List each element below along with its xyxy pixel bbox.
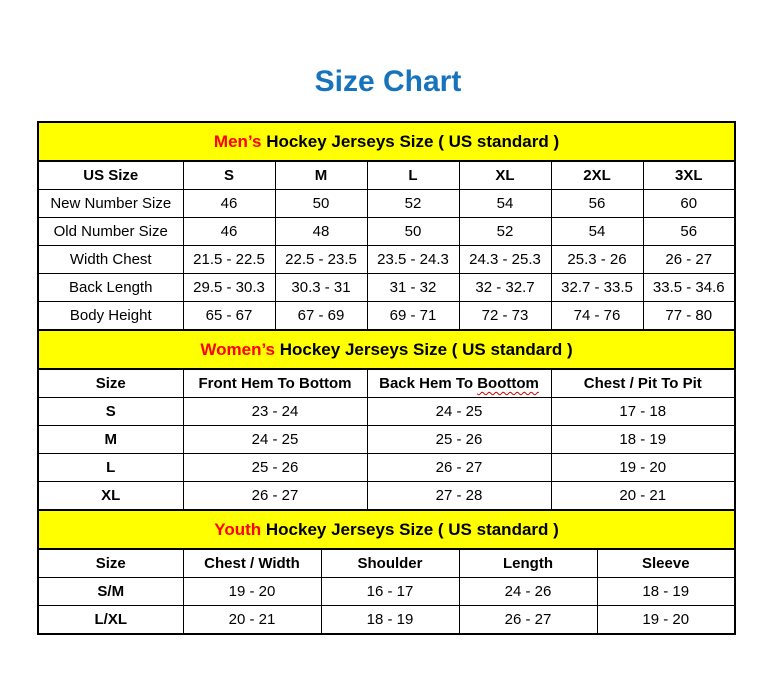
size-chart-body bbox=[38, 122, 735, 634]
value-cell: 27 - 28 bbox=[367, 482, 551, 511]
value-cell: 19 - 20 bbox=[597, 606, 735, 635]
value-cell: 46 bbox=[183, 190, 275, 218]
section-title-highlight: Men’s bbox=[213, 131, 262, 151]
value-cell: 17 - 18 bbox=[551, 398, 735, 426]
value-cell: 74 - 76 bbox=[551, 302, 643, 331]
row-label: L/XL bbox=[38, 606, 183, 635]
table-row bbox=[38, 274, 735, 302]
section-title-mens bbox=[38, 122, 735, 161]
value-cell: 56 bbox=[551, 190, 643, 218]
value-cell: 50 bbox=[367, 218, 459, 246]
table-row bbox=[38, 454, 735, 482]
value-cell: 77 - 80 bbox=[643, 302, 735, 331]
row-label: Width Chest bbox=[38, 246, 183, 274]
table-row bbox=[38, 578, 735, 606]
value-cell: 23.5 - 24.3 bbox=[367, 246, 459, 274]
column-header: Chest / Width bbox=[183, 549, 321, 578]
table-row bbox=[38, 398, 735, 426]
value-cell: 24 - 25 bbox=[367, 398, 551, 426]
value-cell: 26 - 27 bbox=[367, 454, 551, 482]
section-title-rest: Hockey Jerseys Size ( US standard ) bbox=[261, 131, 560, 151]
column-header-row bbox=[38, 369, 735, 398]
column-header: 2XL bbox=[551, 161, 643, 190]
value-cell: 19 - 20 bbox=[183, 578, 321, 606]
section-header-row bbox=[38, 122, 735, 161]
value-cell: 24.3 - 25.3 bbox=[459, 246, 551, 274]
column-header: Shoulder bbox=[321, 549, 459, 578]
column-header: Size bbox=[38, 549, 183, 578]
section-header-row bbox=[38, 330, 735, 369]
row-label: XL bbox=[38, 482, 183, 511]
table-row bbox=[38, 246, 735, 274]
column-header: Size bbox=[38, 369, 183, 398]
value-cell: 18 - 19 bbox=[321, 606, 459, 635]
value-cell: 16 - 17 bbox=[321, 578, 459, 606]
row-label: New Number Size bbox=[38, 190, 183, 218]
row-label: M bbox=[38, 426, 183, 454]
value-cell: 20 - 21 bbox=[551, 482, 735, 511]
value-cell: 26 - 27 bbox=[459, 606, 597, 635]
column-header-row bbox=[38, 161, 735, 190]
table-row bbox=[38, 606, 735, 635]
section-title-rest: Hockey Jerseys Size ( US standard ) bbox=[261, 519, 559, 539]
section-title-highlight: Youth bbox=[214, 519, 262, 539]
value-cell: 72 - 73 bbox=[459, 302, 551, 331]
value-cell: 21.5 - 22.5 bbox=[183, 246, 275, 274]
value-cell: 20 - 21 bbox=[183, 606, 321, 635]
row-label: L bbox=[38, 454, 183, 482]
value-cell: 67 - 69 bbox=[275, 302, 367, 331]
value-cell: 69 - 71 bbox=[367, 302, 459, 331]
column-header: L bbox=[367, 161, 459, 190]
value-cell: 24 - 25 bbox=[183, 426, 367, 454]
value-cell: 33.5 - 34.6 bbox=[643, 274, 735, 302]
section-title-womens bbox=[38, 330, 735, 369]
section-header-row bbox=[38, 510, 735, 549]
column-header: Front Hem To Bottom bbox=[183, 369, 367, 398]
row-label: Old Number Size bbox=[38, 218, 183, 246]
value-cell: 32.7 - 33.5 bbox=[551, 274, 643, 302]
value-cell: 25 - 26 bbox=[183, 454, 367, 482]
row-label: S/M bbox=[38, 578, 183, 606]
value-cell: 26 - 27 bbox=[183, 482, 367, 511]
section-title-highlight: Women’s bbox=[200, 339, 276, 359]
value-cell: 52 bbox=[459, 218, 551, 246]
value-cell: 29.5 - 30.3 bbox=[183, 274, 275, 302]
column-header bbox=[367, 369, 551, 398]
value-cell: 25 - 26 bbox=[367, 426, 551, 454]
page-title: Size Chart bbox=[314, 65, 462, 98]
value-cell: 22.5 - 23.5 bbox=[275, 246, 367, 274]
column-header: M bbox=[275, 161, 367, 190]
value-cell: 54 bbox=[551, 218, 643, 246]
row-label: Body Height bbox=[38, 302, 183, 331]
value-cell: 25.3 - 26 bbox=[551, 246, 643, 274]
column-header: Chest / Pit To Pit bbox=[551, 369, 735, 398]
misspelled-word: Boottom bbox=[477, 375, 539, 392]
value-cell: 50 bbox=[275, 190, 367, 218]
value-cell: 48 bbox=[275, 218, 367, 246]
column-header: Length bbox=[459, 549, 597, 578]
value-cell: 18 - 19 bbox=[551, 426, 735, 454]
value-cell: 31 - 32 bbox=[367, 274, 459, 302]
value-cell: 24 - 26 bbox=[459, 578, 597, 606]
value-cell: 26 - 27 bbox=[643, 246, 735, 274]
column-header: Sleeve bbox=[597, 549, 735, 578]
table-row bbox=[38, 482, 735, 511]
row-label: S bbox=[38, 398, 183, 426]
value-cell: 23 - 24 bbox=[183, 398, 367, 426]
value-cell: 52 bbox=[367, 190, 459, 218]
value-cell: 18 - 19 bbox=[597, 578, 735, 606]
value-cell: 60 bbox=[643, 190, 735, 218]
column-header: US Size bbox=[38, 161, 183, 190]
section-title-rest: Hockey Jerseys Size ( US standard ) bbox=[275, 339, 573, 359]
value-cell: 46 bbox=[183, 218, 275, 246]
column-header: XL bbox=[459, 161, 551, 190]
value-cell: 32 - 32.7 bbox=[459, 274, 551, 302]
section-title-youth bbox=[38, 510, 735, 549]
value-cell: 54 bbox=[459, 190, 551, 218]
value-cell: 65 - 67 bbox=[183, 302, 275, 331]
value-cell: 30.3 - 31 bbox=[275, 274, 367, 302]
column-header-row bbox=[38, 549, 735, 578]
size-chart-table bbox=[37, 121, 736, 635]
row-label: Back Length bbox=[38, 274, 183, 302]
column-header: 3XL bbox=[643, 161, 735, 190]
value-cell: 19 - 20 bbox=[551, 454, 735, 482]
value-cell: 56 bbox=[643, 218, 735, 246]
column-header-text: Back Hem To bbox=[379, 375, 478, 392]
table-row bbox=[38, 426, 735, 454]
table-row bbox=[38, 190, 735, 218]
table-row bbox=[38, 302, 735, 331]
column-header: S bbox=[183, 161, 275, 190]
table-row bbox=[38, 218, 735, 246]
